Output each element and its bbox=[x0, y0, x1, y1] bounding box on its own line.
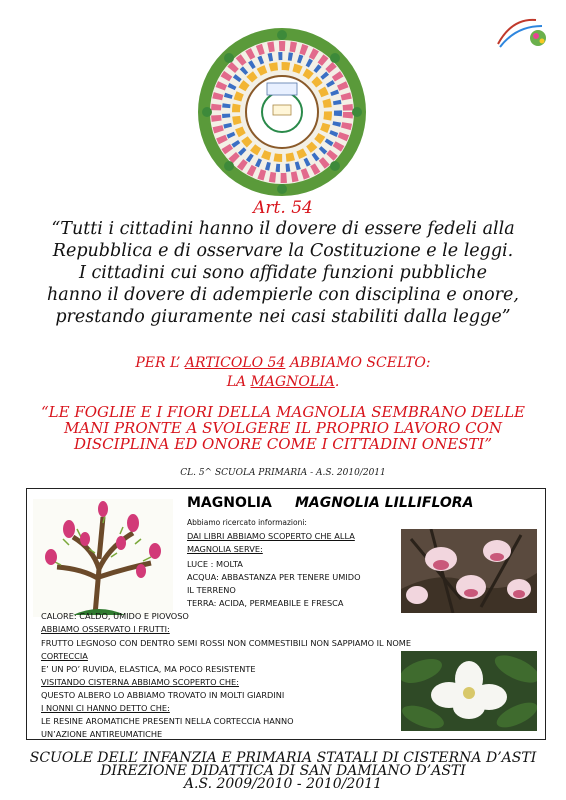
magnolia-flowers-photo bbox=[401, 529, 537, 613]
article-quote bbox=[12, 218, 554, 328]
card-line: IL TERRENO bbox=[187, 585, 236, 595]
reason-line: MANI PRONTE A SVOLGERE IL PROPRIO LAVORO CON bbox=[63, 419, 503, 437]
card-title-latin: MAGNOLIA LILLIFLORA bbox=[295, 495, 474, 511]
quote-line: “Tutti i cittadini hanno il dovere di essere fedeli alla bbox=[51, 219, 515, 239]
card-line: MAGNOLIA SERVE: bbox=[187, 544, 263, 554]
reason-line: DISCIPLINA ED ONORE COME I CITTADINI ONESTI” bbox=[73, 435, 493, 453]
footer-line: DIREZIONE DIDATTICA DI SAN DAMIANO D’ASTI bbox=[100, 763, 466, 779]
magnolia-white-flower-photo bbox=[401, 651, 537, 731]
chosen-line-2: LA MAGNOLIA. bbox=[226, 374, 340, 390]
class-note: CL. 5^ SCUOLA PRIMARIA - A.S. 2010/2011 bbox=[180, 468, 386, 478]
reason-line: “LE FOGLIE E I FIORI DELLA MAGNOLIA SEMBRANO DELLE bbox=[40, 403, 526, 421]
bosco-costituzione-logo bbox=[195, 25, 370, 200]
card-line: QUESTO ALBERO LO ABBIAMO TROVATO IN MOLTI GIARDINI bbox=[41, 690, 285, 700]
card-line: VISITANDO CISTERNA ABBIAMO SCOPERTO CHE: bbox=[41, 677, 239, 687]
card-line: LE RESINE AROMATICHE PRESENTI NELLA CORTECCIA HANNO bbox=[41, 716, 294, 726]
plant-link: MAGNOLIA bbox=[250, 374, 335, 390]
chosen-line-1: PER L’ ARTICOLO 54 ABBIAMO SCELTO: bbox=[135, 355, 431, 371]
card-line: ACQUA: ABBASTANZA PER TENERE UMIDO bbox=[187, 572, 361, 582]
card-line: CORTECCIA bbox=[41, 651, 88, 661]
article-link: ARTICOLO 54 bbox=[184, 355, 286, 371]
footer-line: SCUOLE DELL’ INFANZIA E PRIMARIA STATALI DI CISTERNA D’ASTI bbox=[29, 750, 537, 766]
card-line: Abbiamo ricercato informazioni: bbox=[187, 518, 307, 527]
quote-line: I cittadini cui sono affidate funzioni pubbliche bbox=[78, 263, 488, 283]
article-title: Art. 54 bbox=[253, 198, 313, 218]
card-title: MAGNOLIA bbox=[187, 495, 272, 511]
quote-line: prestando giuramente nei casi stabiliti dalla legge” bbox=[55, 307, 511, 327]
card-line: UN’AZIONE ANTIREUMATICHE bbox=[41, 729, 163, 739]
crescere-costituzione-logo bbox=[492, 14, 552, 54]
card-line: FRUTTO LEGNOSO CON DENTRO SEMI ROSSI NON COMMESTIBILI NON SAPPIAMO IL NOME bbox=[41, 638, 412, 648]
card-line: I NONNI CI HANNO DETTO CHE: bbox=[41, 703, 170, 713]
card-line: TERRA: ACIDA, PERMEABILE E FRESCA bbox=[187, 598, 344, 608]
reason-quote bbox=[15, 404, 551, 452]
quote-line: hanno il dovere di adempierle con disciplina e onore, bbox=[47, 285, 519, 305]
card-line: ABBIAMO OSSERVATO I FRUTTI: bbox=[41, 624, 170, 634]
footer-school bbox=[0, 752, 566, 791]
card-line: DAI LIBRI ABBIAMO SCOPERTO CHE ALLA bbox=[187, 531, 355, 541]
footer-line: A.S. 2009/2010 - 2010/2011 bbox=[183, 776, 383, 792]
magnolia-info-card bbox=[26, 488, 546, 740]
quote-line: Repubblica e di osservare la Costituzione e le leggi. bbox=[52, 241, 514, 261]
magnolia-drawing bbox=[33, 499, 173, 617]
card-line: CALORE: CALDO, UMIDO E PIOVOSO bbox=[41, 611, 189, 621]
chosen-plant bbox=[0, 354, 566, 392]
card-line: LUCE : MOLTA bbox=[187, 559, 243, 569]
card-line: E’ UN PO’ RUVIDA, ELASTICA, MA POCO RESISTENTE bbox=[41, 664, 256, 674]
